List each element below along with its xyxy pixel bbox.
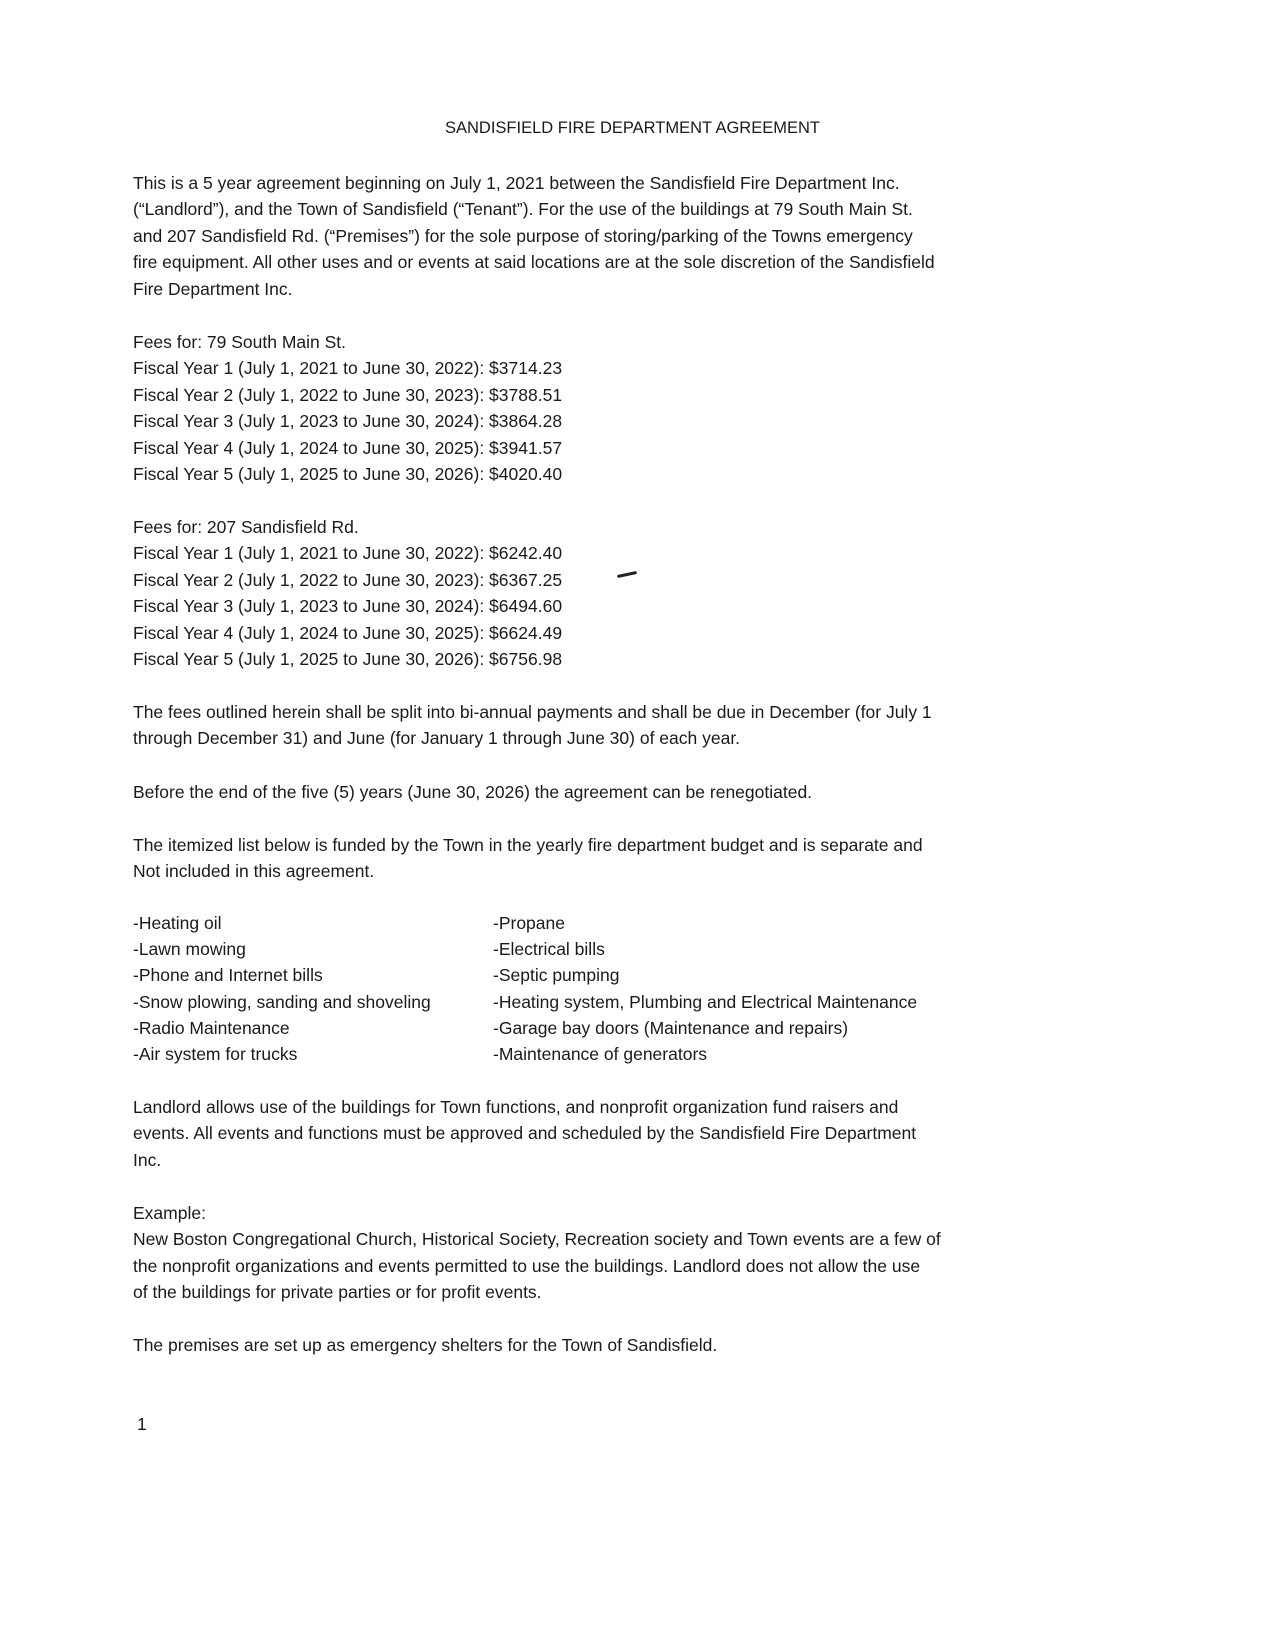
text-line: The itemized list below is funded by the Town in the yearly fire department budget and is separate and: [133, 835, 923, 855]
text-line: Inc.: [133, 1149, 162, 1170]
list-row: [133, 962, 917, 988]
fees-79-south-main: [133, 329, 562, 487]
list-item: -Heating system, Plumbing and Electrical Maintenance: [493, 991, 918, 1012]
text-line: through December 31) and June (for January 1 through June 30) of each year.: [133, 728, 741, 749]
text-line: of the buildings for private parties or for profit events.: [133, 1282, 542, 1303]
fees-rows: [133, 540, 562, 672]
list-row: [133, 910, 917, 936]
list-item: -Air system for trucks: [133, 1044, 298, 1065]
itemized-paragraph: [133, 832, 923, 885]
text-line: Fiscal Year 1 (July 1, 2021 to June 30, 2022): $3714.23: [133, 358, 563, 379]
example-section: [133, 1200, 941, 1306]
text-line: events. All events and functions must be approved and scheduled by the Sandisfield Fire Department: [133, 1123, 917, 1144]
use-paragraph: [133, 1094, 916, 1173]
list-row: [133, 1041, 917, 1067]
text-line: and 207 Sandisfield Rd. (“Premises”) for the sole purpose of storing/parking of the Towns emergency: [133, 225, 913, 246]
renegotiate-text: Before the end of the five (5) years (June 30, 2026) the agreement can be renegotiated.: [133, 782, 813, 802]
text-line: Landlord allows use of the buildings for Town functions, and nonprofit organization fund raisers and: [133, 1097, 899, 1117]
text-line: fire equipment. All other uses and or events at said locations are at the sole discretion of the Sandisfield: [133, 252, 935, 273]
text-line: Fiscal Year 3 (July 1, 2023 to June 30, 2024): $6494.60: [133, 596, 563, 617]
intro-paragraph: [133, 170, 935, 302]
text-line: Fiscal Year 2 (July 1, 2022 to June 30, 2023): $3788.51: [133, 384, 563, 405]
payments-paragraph: [133, 699, 932, 752]
text-line: Not included in this agreement.: [133, 861, 375, 882]
shelters-text: The premises are set up as emergency shelters for the Town of Sandisfield.: [133, 1335, 718, 1355]
text-line: Fiscal Year 4 (July 1, 2024 to June 30, 2025): $6624.49: [133, 622, 563, 643]
page-number: 1: [137, 1414, 147, 1434]
handwritten-check-mark: [617, 571, 637, 578]
list-item: -Lawn mowing: [133, 939, 246, 960]
list-item: -Propane: [493, 913, 565, 933]
text-line: the nonprofit organizations and events permitted to use the buildings. Landlord does not allow the use: [133, 1255, 921, 1276]
text-line: Fiscal Year 5 (July 1, 2025 to June 30, 2026): $6756.98: [133, 649, 563, 670]
list-item: -Phone and Internet bills: [133, 965, 323, 986]
list-row: [133, 936, 917, 962]
list-row: [133, 989, 917, 1015]
document-title: SANDISFIELD FIRE DEPARTMENT AGREEMENT: [445, 119, 820, 137]
list-item: -Snow plowing, sanding and shoveling: [133, 991, 431, 1012]
list-item: -Maintenance of generators: [493, 1044, 708, 1065]
fees-rows: [133, 355, 562, 487]
example-label: Example:: [133, 1203, 206, 1223]
text-line: The fees outlined herein shall be split into bi-annual payments and shall be due in December (for July 1: [133, 702, 932, 722]
list-item: -Heating oil: [133, 913, 222, 933]
text-line: Fiscal Year 3 (July 1, 2023 to June 30, 2024): $3864.28: [133, 411, 563, 432]
text-line: Fiscal Year 2 (July 1, 2022 to June 30, 2023): $6367.25: [133, 569, 563, 590]
text-line: Fiscal Year 1 (July 1, 2021 to June 30, 2022): $6242.40: [133, 543, 563, 564]
renegotiate-paragraph: [133, 779, 812, 805]
text-line: Fire Department Inc.: [133, 278, 293, 299]
itemized-list: [133, 910, 917, 1067]
list-item: -Radio Maintenance: [133, 1017, 290, 1038]
list-item: -Septic pumping: [493, 965, 620, 986]
list-row: [133, 1015, 917, 1041]
list-item: -Garage bay doors (Maintenance and repairs): [493, 1017, 849, 1038]
example-text: [133, 1226, 941, 1305]
fees-207-sandisfield: [133, 514, 562, 672]
text-line: (“Landlord”), and the Town of Sandisfield (“Tenant”). For the use of the buildings at 79 South Main St.: [133, 199, 913, 220]
text-line: New Boston Congregational Church, Historical Society, Recreation society and Town events are a few of: [133, 1229, 941, 1250]
text-line: This is a 5 year agreement beginning on July 1, 2021 between the Sandisfield Fire Department Inc.: [133, 173, 900, 193]
list-item: -Electrical bills: [493, 939, 605, 960]
shelters-paragraph: [133, 1332, 717, 1358]
fees-header: Fees for: 79 South Main St.: [133, 332, 347, 352]
text-line: Fiscal Year 5 (July 1, 2025 to June 30, 2026): $4020.40: [133, 464, 563, 485]
text-line: Fiscal Year 4 (July 1, 2024 to June 30, 2025): $3941.57: [133, 437, 563, 458]
fees-header: Fees for: 207 Sandisfield Rd.: [133, 517, 359, 537]
